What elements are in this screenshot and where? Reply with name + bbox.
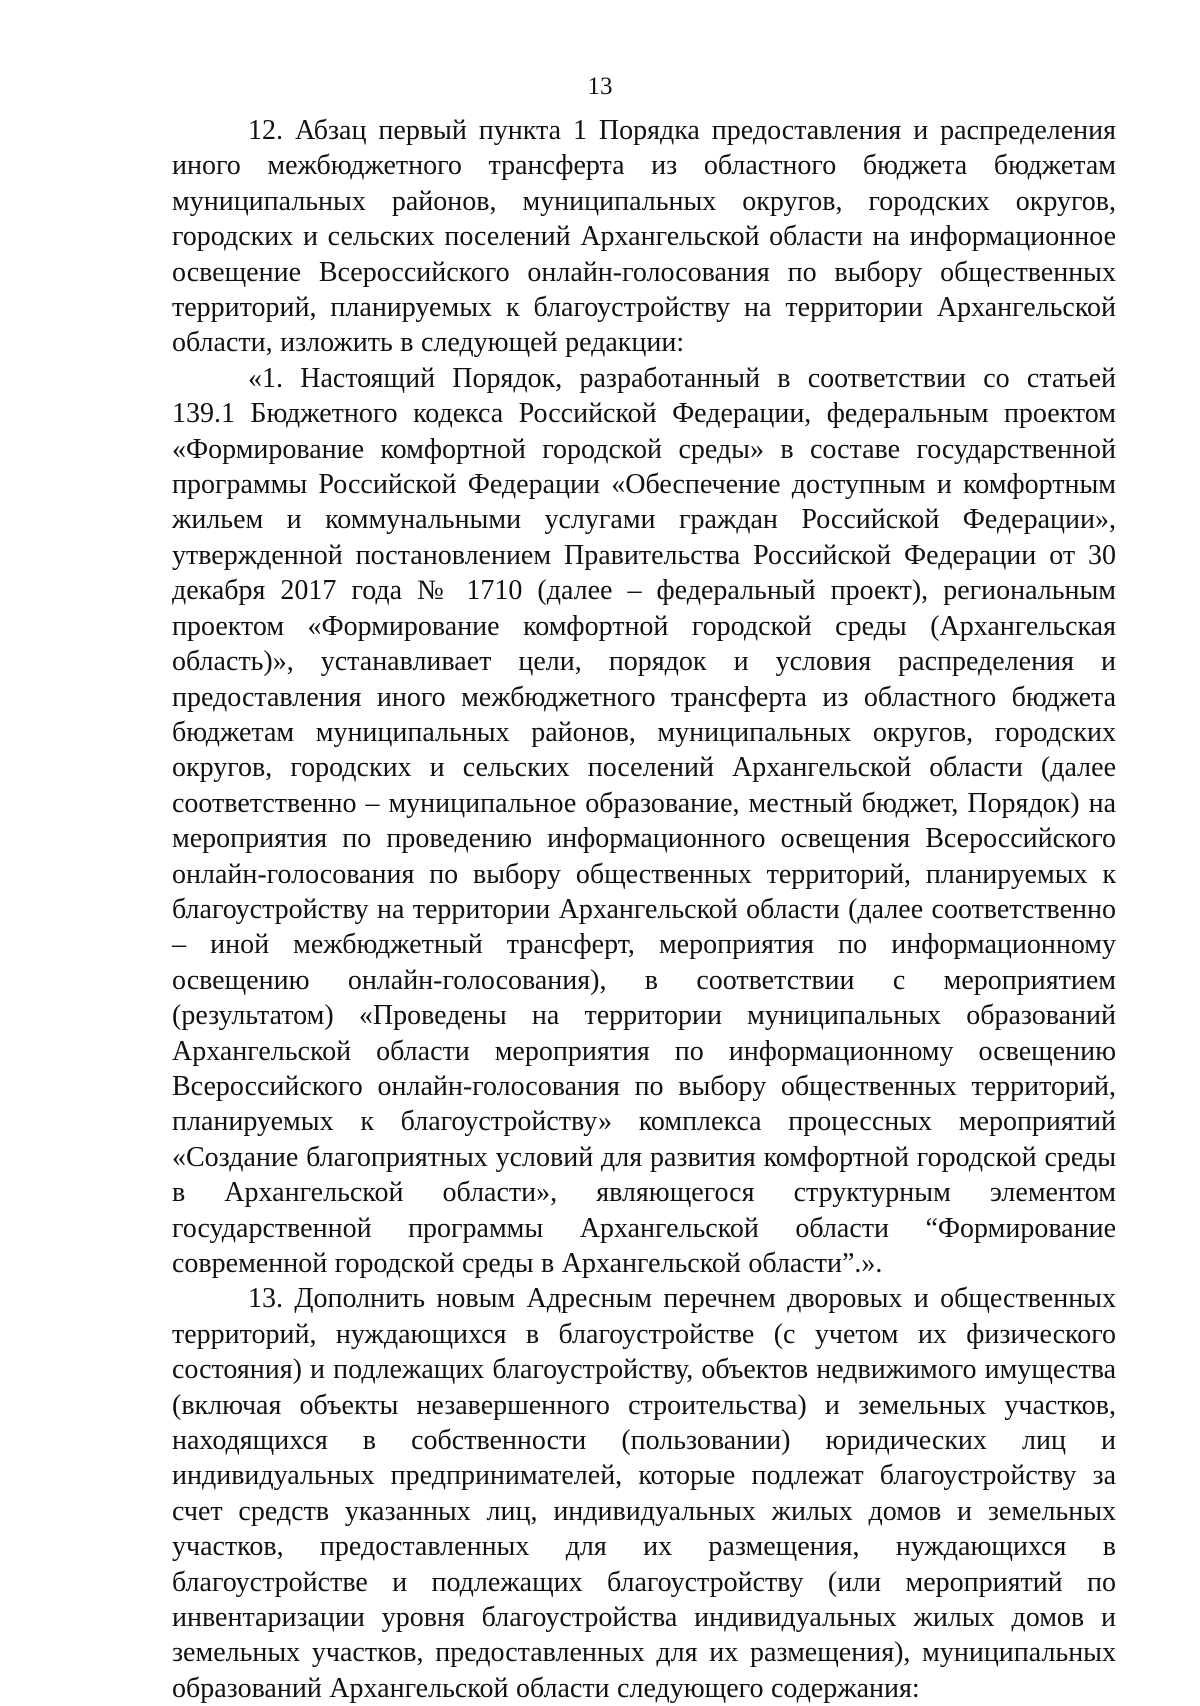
page-number: 13 bbox=[587, 73, 613, 100]
paragraph-13: 13. Дополнить новым Адресным перечнем дворовых и общественных территорий, нуждающихся в благоустройстве (с учетом их физического состояния) и подлежащих благоустройству, объектов недвижимого имущества (включая объекты незавершенного строительства) и земельных участков, находящихся в собственности (пользовании) юридических лиц и индивидуальных предпринимателей, которые подлежат благоустройству за счет средств указанных лиц, индивидуальных жилых домов и земельных участков, предоставленных для их размещения, нуждающихся в благоустройстве и подлежащих благоустройству (или мероприятий по инвентаризации уровня благоустройства индивидуальных жилых домов и земельных участков, предоставленных для их размещения), муниципальных образований Архангельской области следующего содержания: bbox=[172, 1283, 1116, 1704]
paragraph-12: 12. Абзац первый пункта 1 Порядка предоставления и распределения иного межбюджетного трансферта из областного бюджета бюджетам муниципальных районов, муниципальных округов, городских округов, городских и сельских поселений Архангельской области на информационное освещение Всероссийского онлайн-голосования по выбору общественных территорий, планируемых к благоустройству на территории Архангельской области, изложить в следующей редакции: bbox=[172, 115, 1116, 359]
document-body bbox=[172, 113, 1116, 1706]
paragraph-quoted-order: «1. Настоящий Порядок, разработанный в соответствии со статьей 139.1 Бюджетного кодекса Российской Федерации, федеральным проектом «Формирование комфортной городской среды» в составе государственной программы Российской Федерации «Обеспечение доступным и комфортным жильем и коммунальными услугами граждан Российской Федерации», утвержденной постановлением Правительства Российской Федерации от 30 декабря 2017 года № 1710 (далее – федеральный проект), региональным проектом «Формирование комфортной городской среды (Архангельская область)», устанавливает цели, порядок и условия распределения и предоставления иного межбюджетного трансферта из областного бюджета бюджетам муниципальных районов, муниципальных округов, городских округов, городских и сельских поселений Архангельской области (далее соответственно – муниципальное образование, местный бюджет, Порядок) на мероприятия по проведению информационного освещения Всероссийского онлайн-голосования по выбору общественных территорий, планируемых к благоустройству на территории Архангельской области (далее соответственно – иной межбюджетный трансферт, мероприятия по информационному освещению онлайн-голосования), в соответствии с мероприятием (результатом) «Проведены на территории муниципальных образований Архангельской области мероприятия по информационному освещению Всероссийского онлайн-голосования по выбору общественных территорий, планируемых к благоустройству» комплекса процессных мероприятий «Создание благоприятных условий для развития комфортной городской среды в Архангельской области», являющегося структурным элементом государственной программы Архангельской области “Формирование современной городской среды в Архангельской области”.». bbox=[172, 362, 1116, 1279]
